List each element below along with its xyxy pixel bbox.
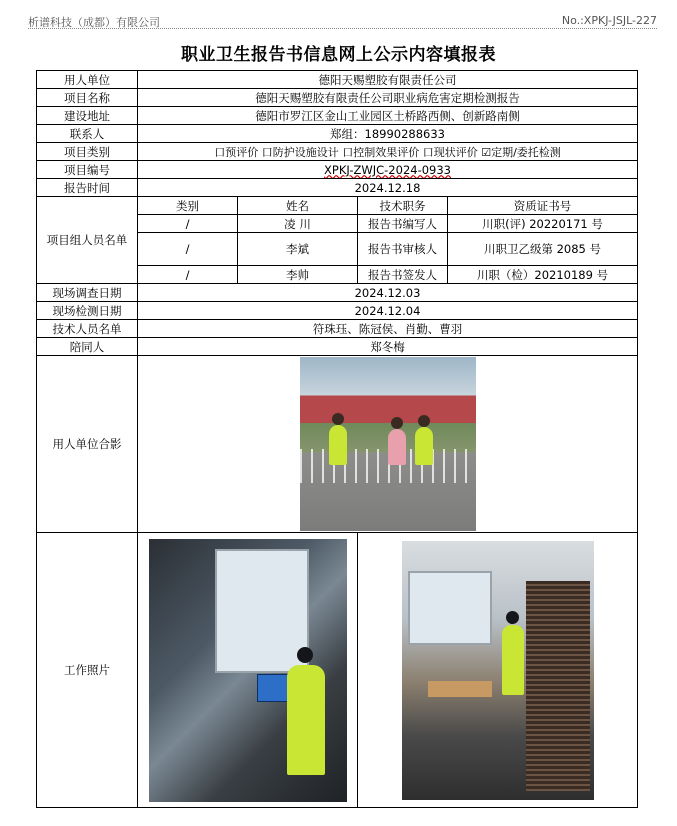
value-escort: 郑冬梅 (138, 338, 638, 356)
row-technicians (37, 320, 638, 338)
value-report-time: 2024.12.18 (138, 179, 638, 197)
member-category: / (138, 233, 238, 266)
row-detect-date (37, 302, 638, 320)
label-members: 项目组人员名单 (37, 197, 138, 284)
work-table (428, 681, 492, 697)
person-head (297, 647, 313, 663)
member-name: 凌 川 (238, 215, 358, 233)
label-contact: 联系人 (37, 125, 138, 143)
label-employer: 用人单位 (37, 71, 138, 89)
label-group-photo: 用人单位合影 (37, 356, 138, 533)
person-pink (388, 429, 406, 465)
row-employer (37, 71, 638, 89)
row-escort (37, 338, 638, 356)
member-role: 报告书审核人 (358, 233, 448, 266)
row-work-photos (37, 533, 638, 808)
label-report-time: 报告时间 (37, 179, 138, 197)
label-technicians: 技术人员名单 (37, 320, 138, 338)
doc-number: No.:XPKJ-JSJL-227 (561, 14, 657, 27)
value-survey-date: 2024.12.03 (138, 284, 638, 302)
value-address: 德阳市罗江区金山工业园区土桥路西侧、创新路南侧 (138, 107, 638, 125)
label-survey-date: 现场调查日期 (37, 284, 138, 302)
members-header-category: 类别 (138, 197, 238, 215)
project-no-text: XPKJ-ZWJC-2024-0933 (324, 162, 451, 177)
work-photo-1 (149, 539, 347, 802)
person-head (332, 413, 344, 425)
person-head (391, 417, 403, 429)
members-header-role: 技术职务 (358, 197, 448, 215)
value-technicians: 符珠珏、陈冠侯、肖勤、曹羽 (138, 320, 638, 338)
member-name: 李帅 (238, 266, 358, 284)
label-address: 建设地址 (37, 107, 138, 125)
label-project-name: 项目名称 (37, 89, 138, 107)
row-contact (37, 125, 638, 143)
page-header (28, 14, 657, 29)
member-role: 报告书编写人 (358, 215, 448, 233)
material-stack (526, 581, 590, 791)
value-project-no (138, 161, 638, 179)
row-category (37, 143, 638, 161)
row-survey-date (37, 284, 638, 302)
value-category: 口预评价 口防护设施设计 口控制效果评价 口现状评价 ☑定期/委托检测 (138, 143, 638, 161)
group-photo (300, 357, 476, 531)
value-employer: 德阳天赐塑胶有限责任公司 (138, 71, 638, 89)
member-cert: 川职(评) 20220171 号 (448, 215, 638, 233)
label-work-photos: 工作照片 (37, 533, 138, 808)
member-cert: 川职（检）20210189 号 (448, 266, 638, 284)
page-title: 职业卫生报告书信息网上公示内容填报表 (181, 45, 496, 65)
members-header-row (37, 197, 638, 215)
label-category: 项目类别 (37, 143, 138, 161)
person-head (506, 611, 519, 624)
person-vest (287, 665, 325, 775)
detector-device (257, 674, 289, 702)
group-photo-cell (138, 356, 638, 533)
person-vest (502, 625, 524, 695)
member-name: 李斌 (238, 233, 358, 266)
work-photo-2 (402, 541, 594, 800)
person-head (418, 415, 430, 427)
value-project-name: 德阳天赐塑胶有限责任公司职业病危害定期检测报告 (138, 89, 638, 107)
row-project-name (37, 89, 638, 107)
value-contact: 郑组：18990288633 (138, 125, 638, 143)
members-header-cert: 资质证书号 (448, 197, 638, 215)
work-photo-cell-2 (358, 533, 638, 808)
member-cert: 川职卫乙级第 2085 号 (448, 233, 638, 266)
company-header: 析谱科技（成都）有限公司 (28, 16, 160, 29)
member-category: / (138, 266, 238, 284)
label-project-no: 项目编号 (37, 161, 138, 179)
row-report-time (37, 179, 638, 197)
member-role: 报告书签发人 (358, 266, 448, 284)
disclosure-form-table (36, 70, 638, 808)
label-escort: 陪同人 (37, 338, 138, 356)
members-header-name: 姓名 (238, 197, 358, 215)
row-group-photo (37, 356, 638, 533)
value-detect-date: 2024.12.04 (138, 302, 638, 320)
person-vest (329, 425, 347, 465)
row-address (37, 107, 638, 125)
window (215, 549, 309, 673)
person-vest (415, 427, 433, 465)
window (408, 571, 492, 645)
member-category: / (138, 215, 238, 233)
work-photo-cell-1 (138, 533, 358, 808)
label-detect-date: 现场检测日期 (37, 302, 138, 320)
row-project-no (37, 161, 638, 179)
